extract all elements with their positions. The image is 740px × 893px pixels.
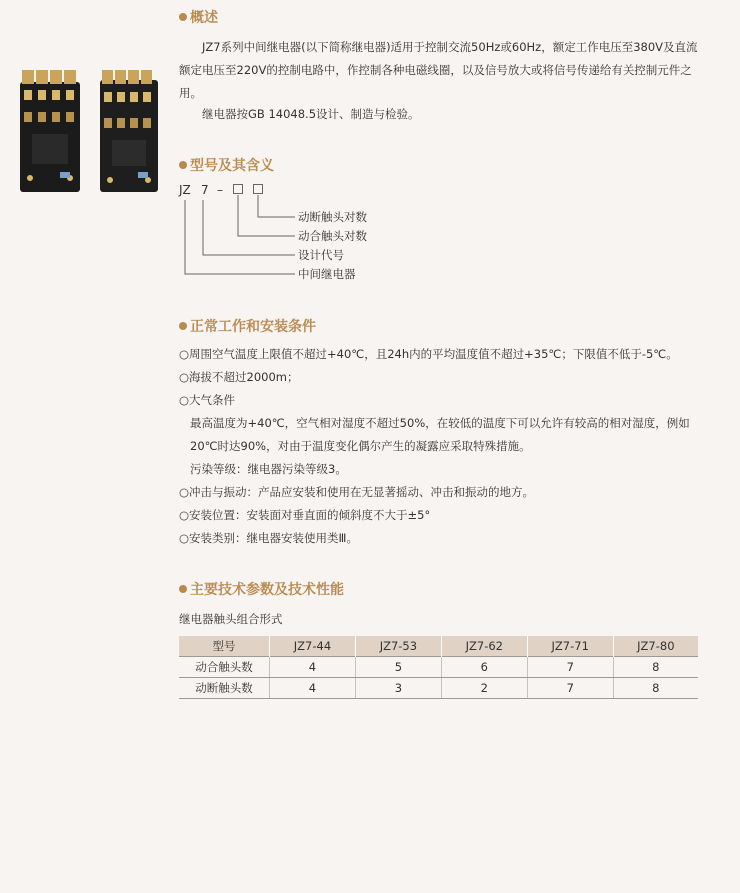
- condition-installation-category: ○安装类别：继电器安装使用类Ⅲ。: [179, 531, 358, 545]
- table-header-cell: JZ7-53: [355, 636, 441, 657]
- condition-mounting-position: ○安装位置：安装面对垂直面的倾斜度不大于±5°: [179, 508, 431, 522]
- tech-subtitle: 继电器触头组合形式: [179, 612, 283, 626]
- condition-altitude: ○海拔不超过2000m；: [179, 370, 299, 384]
- conditions-heading: 正常工作和安装条件: [179, 317, 316, 337]
- contact-combination-table: [179, 636, 698, 699]
- model-designation-diagram: [179, 180, 379, 290]
- table-header-cell: JZ7-80: [613, 636, 698, 657]
- bullet-dot-icon: [179, 161, 187, 169]
- model-code-jz: JZ: [179, 183, 191, 197]
- table-header-cell: JZ7-71: [527, 636, 613, 657]
- table-cell: 5: [355, 657, 441, 678]
- table-header-cell: 型号: [179, 636, 270, 657]
- condition-vibration: ○冲击与振动：产品应安装和使用在无显著摇动、冲击和振动的地方。: [179, 485, 535, 499]
- table-cell: 6: [441, 657, 527, 678]
- table-cell: 动合触头数: [179, 657, 270, 678]
- product-photos: [18, 68, 160, 194]
- label-intermediate-relay: 中间继电器: [298, 267, 356, 281]
- tech-heading: 主要技术参数及技术性能: [179, 580, 344, 600]
- table-cell: 7: [527, 657, 613, 678]
- label-nc-contacts: 动断触头对数: [298, 210, 367, 224]
- table-header-cell: JZ7-44: [270, 636, 356, 657]
- condition-atmosphere: ○大气条件: [179, 393, 236, 407]
- table-cell: 3: [355, 678, 441, 699]
- table-header-cell: JZ7-62: [441, 636, 527, 657]
- condition-humidity-1: 最高温度为+40℃，空气相对湿度不超过50%，在较低的温度下可以允许有较高的相对湿度，例如: [190, 416, 690, 430]
- standard-paragraph: 继电器按GB 14048.5设计、制造与检验。: [179, 107, 420, 121]
- condition-pollution: 污染等级：继电器污染等级3。: [190, 462, 347, 476]
- bullet-dot-icon: [179, 585, 187, 593]
- table-cell: 动断触头数: [179, 678, 270, 699]
- relay-photo-right: [98, 68, 160, 194]
- condition-temperature: ○周围空气温度上限值不超过+40℃，且24h内的平均温度值不超过+35℃；下限值不低于-5℃。: [179, 347, 678, 361]
- table-header-row: [179, 636, 698, 657]
- table-row: [179, 678, 698, 699]
- label-design-code: 设计代号: [298, 248, 344, 262]
- table-cell: 8: [613, 657, 698, 678]
- bullet-dot-icon: [179, 13, 187, 21]
- table-cell: 7: [527, 678, 613, 699]
- overview-heading: 概述: [179, 8, 218, 28]
- model-code-7: 7: [201, 183, 209, 197]
- overview-paragraph: JZ7系列中间继电器(以下简称继电器)适用于控制交流50Hz或60Hz，额定工作电压至380V及直流额定电压至220V的控制电路中，作控制各种电磁线圈，以及信号放大或将信号传递给有关控制元件之用。: [179, 40, 698, 100]
- table-cell: 2: [441, 678, 527, 699]
- condition-humidity-2: 20℃时达90%，对由于温度变化偶尔产生的凝露应采取特殊措施。: [190, 439, 531, 453]
- relay-photo-left: [18, 68, 82, 194]
- model-heading: 型号及其含义: [179, 156, 274, 176]
- table-cell: 4: [270, 678, 356, 699]
- table-cell: 8: [613, 678, 698, 699]
- table-cell: 4: [270, 657, 356, 678]
- table-row: [179, 657, 698, 678]
- bullet-dot-icon: [179, 322, 187, 330]
- model-code-dash: –: [217, 183, 223, 197]
- label-no-contacts: 动合触头对数: [298, 229, 367, 243]
